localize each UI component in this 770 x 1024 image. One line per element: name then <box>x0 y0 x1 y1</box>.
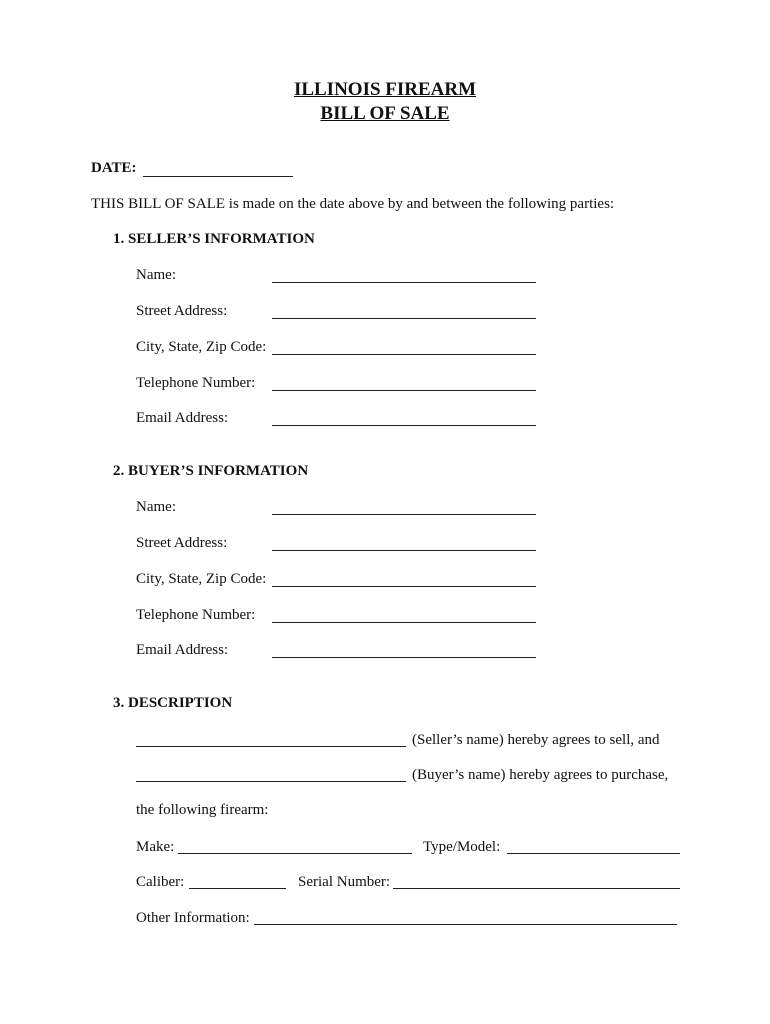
seller-email-blank[interactable] <box>272 425 536 426</box>
document-title-line2: BILL OF SALE <box>320 103 450 124</box>
serial-number-blank[interactable] <box>393 888 680 889</box>
description-heading: 3. DESCRIPTION <box>113 695 233 711</box>
other-information-blank[interactable] <box>254 924 677 925</box>
seller-name-blank[interactable] <box>272 282 536 283</box>
buyer-name-blank[interactable] <box>272 514 536 515</box>
buyer-phone-label: Telephone Number: <box>136 607 256 623</box>
other-information-label: Other Information: <box>136 910 250 926</box>
date-label: DATE: <box>91 160 137 176</box>
buyer-street-label: Street Address: <box>136 535 228 551</box>
caliber-label: Caliber: <box>136 874 185 890</box>
buyer-phone-blank[interactable] <box>272 622 536 623</box>
seller-email-label: Email Address: <box>136 410 229 426</box>
buyer-city-label: City, State, Zip Code: <box>136 571 267 587</box>
seller-name-label: Name: <box>136 267 176 283</box>
seller-agreement-text: (Seller’s name) hereby agrees to sell, and <box>412 732 660 748</box>
seller-phone-blank[interactable] <box>272 390 536 391</box>
buyer-agreement-text: (Buyer’s name) hereby agrees to purchase, <box>412 767 669 783</box>
make-label: Make: <box>136 839 175 855</box>
buyer-heading: 2. BUYER’S INFORMATION <box>113 463 309 479</box>
type-model-blank[interactable] <box>507 853 680 854</box>
buyer-name-label: Name: <box>136 499 176 515</box>
buyer-name-description-blank[interactable] <box>136 781 406 782</box>
buyer-email-blank[interactable] <box>272 657 536 658</box>
caliber-blank[interactable] <box>189 888 286 889</box>
following-firearm-text: the following firearm: <box>136 802 269 818</box>
buyer-email-label: Email Address: <box>136 642 229 658</box>
document-title-line1: ILLINOIS FIREARM <box>293 79 477 100</box>
seller-city-blank[interactable] <box>272 354 536 355</box>
buyer-street-blank[interactable] <box>272 550 536 551</box>
type-model-label: Type/Model: <box>423 839 501 855</box>
seller-name-description-blank[interactable] <box>136 746 406 747</box>
seller-city-label: City, State, Zip Code: <box>136 339 267 355</box>
buyer-city-blank[interactable] <box>272 586 536 587</box>
intro-text: THIS BILL OF SALE is made on the date above by and between the following parties: <box>91 196 615 212</box>
make-blank[interactable] <box>178 853 412 854</box>
seller-phone-label: Telephone Number: <box>136 375 256 391</box>
seller-street-blank[interactable] <box>272 318 536 319</box>
date-blank[interactable] <box>143 176 293 177</box>
seller-heading: 1. SELLER’S INFORMATION <box>113 231 315 247</box>
seller-street-label: Street Address: <box>136 303 228 319</box>
serial-number-label: Serial Number: <box>298 874 391 890</box>
